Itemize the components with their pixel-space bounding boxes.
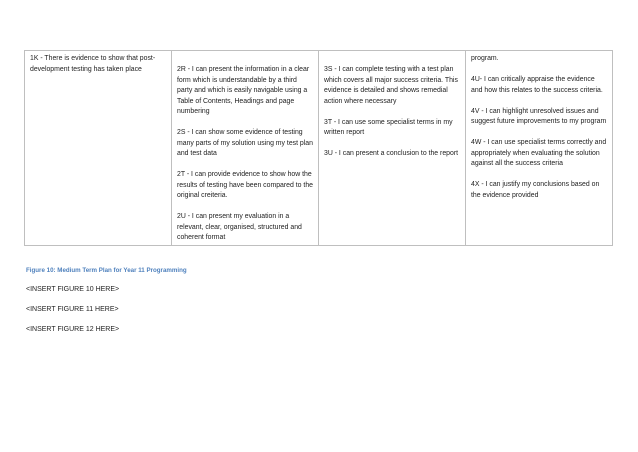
figure-caption: Figure 10: Medium Term Plan for Year 11 Programming xyxy=(26,267,187,274)
criteria-table xyxy=(24,50,613,246)
table-column-4 xyxy=(466,51,612,245)
criterion-3t: 3T - I can use some specialist terms in my written report xyxy=(324,118,453,136)
criterion-2u: 2U - I can present my evaluation in a relevant, clear, organised, structured and coherent format xyxy=(177,213,302,241)
figure-placeholder-12: <INSERT FIGURE 12 HERE> xyxy=(26,326,120,333)
criterion-3s: 3S - I can complete testing with a test plan which covers all major success criteria. This evidence is detailed and shows remedial action where necessary xyxy=(324,66,458,105)
table-column-3 xyxy=(319,51,466,245)
criterion-1k: 1K - There is evidence to show that post-development testing has taken place xyxy=(30,55,156,73)
criterion-2r: 2R - I can present the information in a clear form which is understandable by a third party and which is easily navigable using a Table of Contents, Headings and page numbering xyxy=(177,66,310,115)
table-column-1 xyxy=(25,51,172,245)
criterion-4w: 4W - I can use specialist terms correctly and appropriately when evaluating the solution against all the success criteria xyxy=(471,139,607,167)
criterion-4u: 4U- I can critically appraise the evidence and how this relates to the success criteria. xyxy=(471,76,603,94)
figure-placeholder-10: <INSERT FIGURE 10 HERE> xyxy=(26,286,120,293)
criterion-2t: 2T - I can provide evidence to show how the results of testing have been compared to the original creiteria. xyxy=(177,171,313,199)
figure-placeholder-11: <INSERT FIGURE 11 HERE> xyxy=(26,306,119,313)
table-column-2 xyxy=(172,51,319,245)
criterion-4v: 4V - I can highlight unresolved issues and suggest future improvements to my program xyxy=(471,107,607,125)
criterion-3u: 3U - I can present a conclusion to the report xyxy=(324,150,459,157)
criterion-2s: 2S - I can show some evidence of testing many parts of my solution using my test plan and test data xyxy=(177,129,313,157)
criterion-continuation: program. xyxy=(471,55,499,62)
criterion-4x: 4X - I can justify my conclusions based on the evidence provided xyxy=(471,181,600,199)
